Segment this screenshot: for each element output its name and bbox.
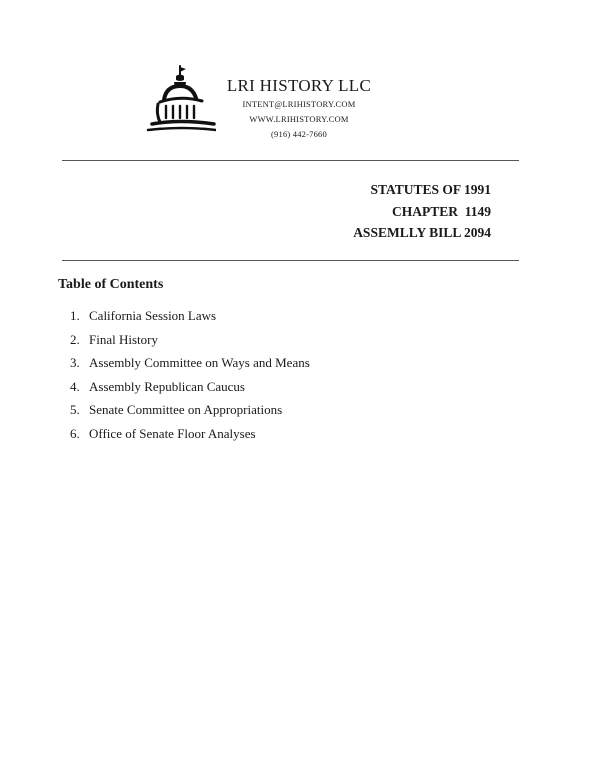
contact-phone: (916) 442-7660 bbox=[271, 129, 327, 139]
bill-number: ASSEMLLY BILL 2094 bbox=[353, 225, 491, 240]
toc-item-number: 5. bbox=[70, 402, 80, 417]
toc-item-title: Senate Committee on Appropriations bbox=[89, 402, 283, 417]
firm-name: LRI HISTORY LLC bbox=[226, 76, 372, 95]
toc-item-title: Office of Senate Floor Analyses bbox=[89, 425, 256, 441]
toc-item-number: 4. bbox=[70, 378, 80, 394]
divider-top bbox=[62, 160, 519, 161]
toc-list bbox=[70, 308, 310, 449]
toc-item-title: Assembly Committee on Ways and Means bbox=[89, 355, 310, 370]
toc-heading: Table of Contents bbox=[58, 277, 164, 292]
toc-item-title: Assembly Republican Caucus bbox=[89, 378, 245, 394]
contact-website: WWW.LRIHISTORY.COM bbox=[249, 114, 349, 124]
toc-item bbox=[70, 379, 310, 403]
statutes-year: STATUTES OF 1991 bbox=[370, 182, 491, 197]
toc-item-title: California Session Laws bbox=[89, 308, 217, 323]
toc-item bbox=[70, 355, 310, 379]
toc-item-number: 2. bbox=[70, 331, 80, 347]
toc-item-number: 3. bbox=[70, 355, 80, 370]
toc-item bbox=[70, 308, 310, 332]
toc-item-number: 1. bbox=[70, 308, 80, 323]
divider-bottom bbox=[62, 260, 519, 261]
contact-email: INTENT@LRIHISTORY.COM bbox=[242, 99, 356, 109]
toc-item bbox=[70, 402, 310, 426]
toc-item bbox=[70, 426, 310, 450]
chapter-number: CHAPTER 1149 bbox=[391, 204, 491, 219]
toc-item-number: 6. bbox=[70, 425, 80, 441]
toc-item-title: Final History bbox=[89, 331, 158, 347]
capitol-dome-icon bbox=[144, 64, 216, 138]
toc-item bbox=[70, 332, 310, 356]
